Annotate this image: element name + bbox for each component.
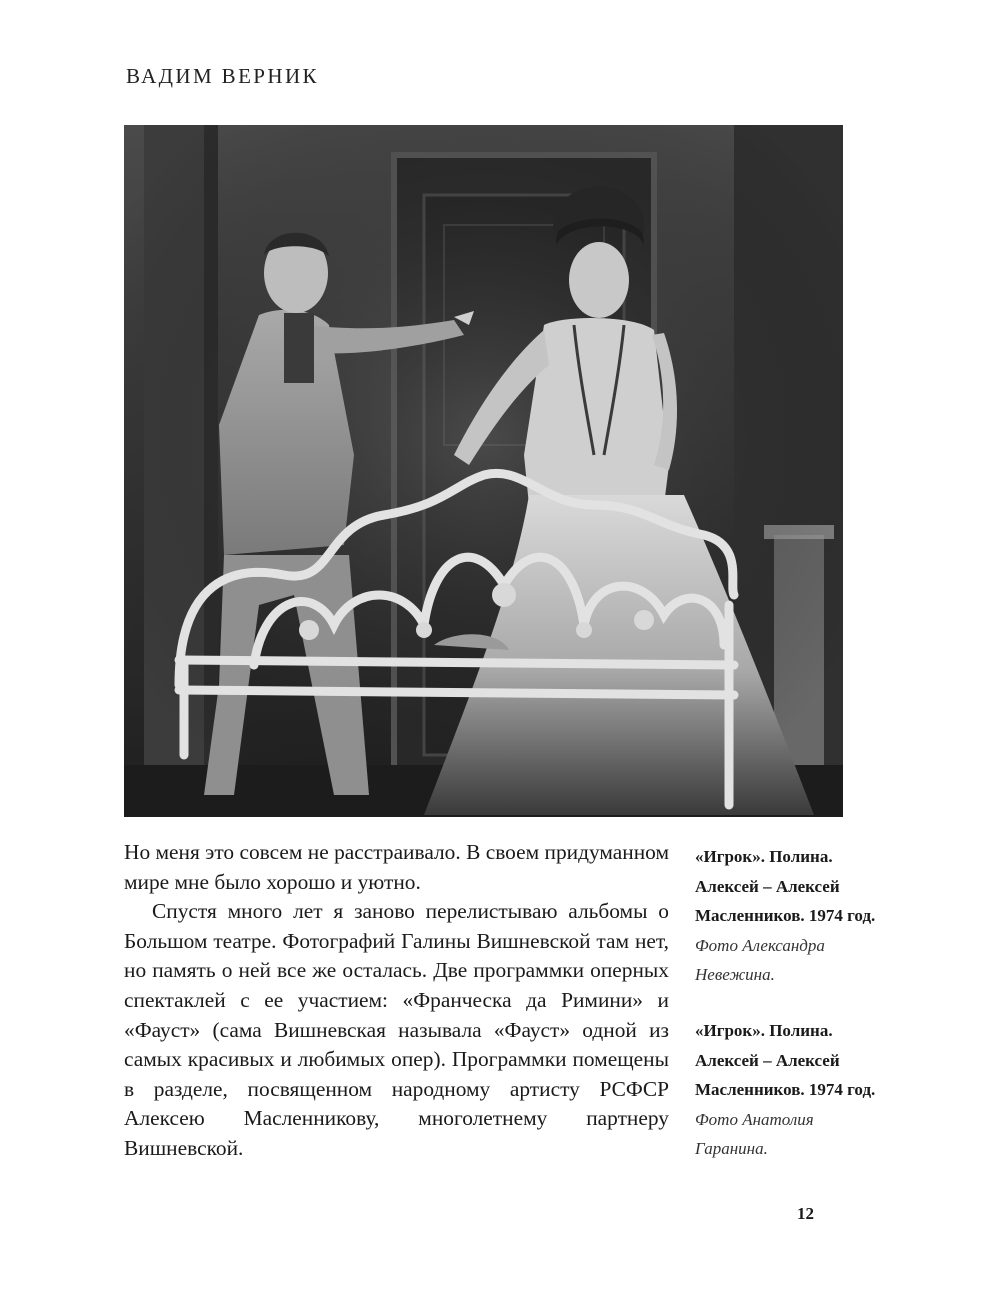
caption-title-line: Масленников. 1974 год. — [695, 1080, 876, 1099]
running-head: ВАДИМ ВЕРНИК — [126, 64, 319, 88]
caption-title-line: Алексей – Алексей — [695, 1050, 840, 1070]
caption-title-line: Алексей – Алексей — [695, 876, 840, 896]
photo-caption — [695, 1016, 945, 1164]
caption-credit-line: Фото Александра — [695, 935, 825, 955]
body-text — [124, 838, 669, 1164]
body-paragraph: Спустя много лет я заново перелистываю альбомы о Большом театре. Фотографий Галины Вишневской там нет, но память о ней все же осталась. Две программки оперных спектаклей с ее участием: «Франческа да Римини» и «Фауст» (сама Вишневская называла «Фауст» одной из самых красивых и любимых опер). Программки помещены в разделе, посвященном народному артисту РСФСР Алексею Масленникову, многолетнему партнеру Вишневской. — [124, 899, 669, 1160]
caption-credit-line: Фото Анатолия — [695, 1109, 814, 1129]
stage-photo — [124, 125, 843, 817]
stage-photo-illustration — [124, 125, 843, 817]
caption-credit-line: Гаранина. — [695, 1139, 768, 1158]
caption-credit-line: Невежина. — [695, 965, 775, 984]
body-paragraph: Но меня это совсем не расстраивало. В своем придуманном мире мне было хорошо и уютно. — [124, 840, 669, 894]
caption-title-line: «Игрок». Полина. — [695, 1021, 833, 1040]
caption-title-line: «Игрок». Полина. — [695, 847, 833, 866]
page-number: 12 — [797, 1204, 814, 1223]
photo-caption — [695, 842, 945, 990]
caption-title-line: Масленников. 1974 год. — [695, 906, 876, 925]
